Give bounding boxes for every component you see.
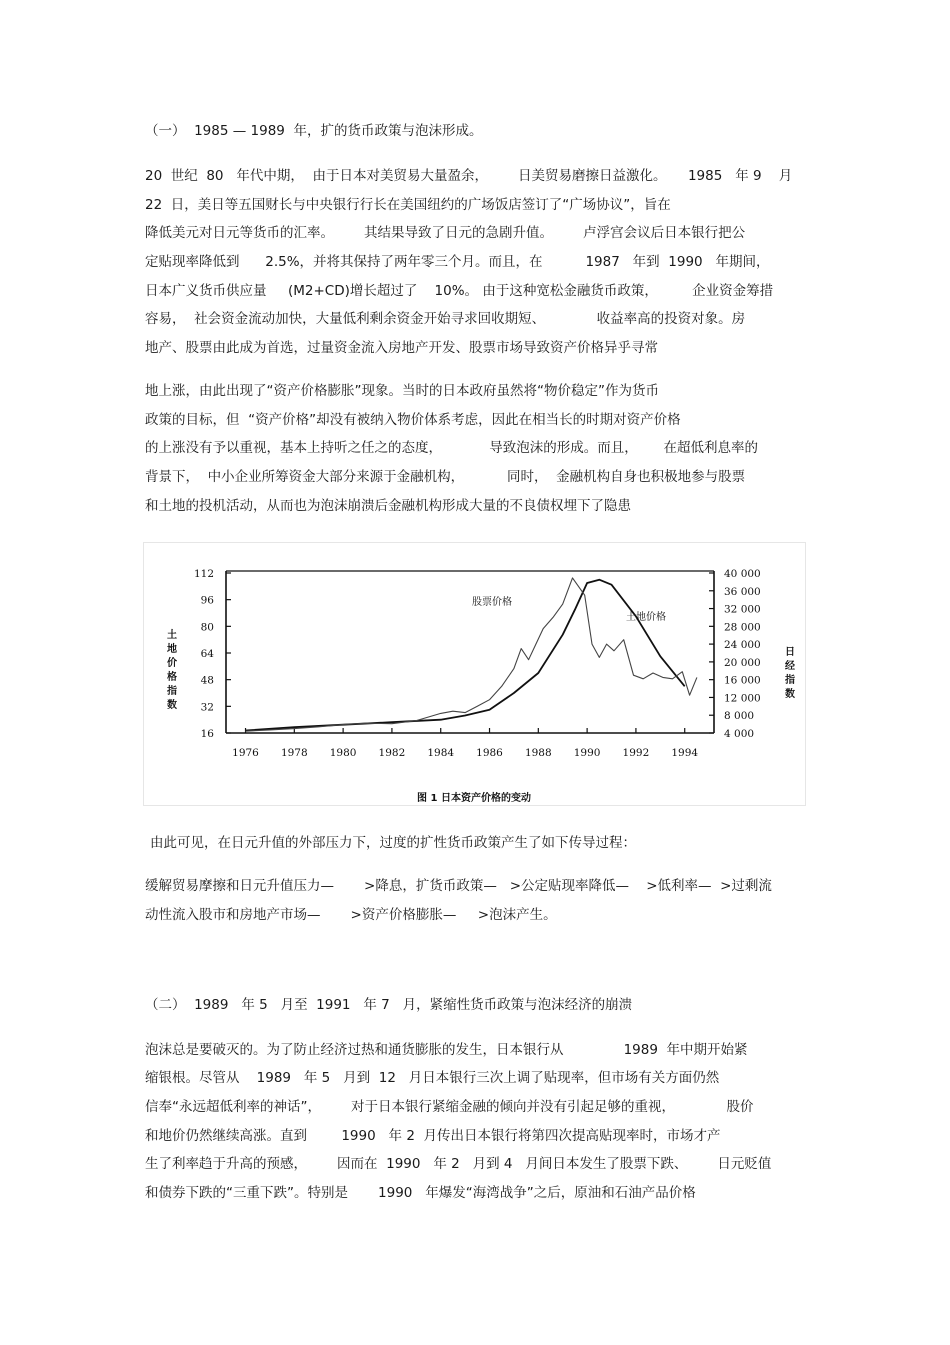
- x-tick-label: 1982: [378, 747, 406, 759]
- text-line: 降低美元对日元等货币的汇率。 其结果导致了日元的急剧升值。 卢浮宫会议后日本银行把公: [145, 225, 746, 241]
- section-1-heading: （一） 1985 — 1989 年，扩的货币政策与泡沫形成。: [145, 123, 483, 139]
- text-line: 地产、股票由此成为首选，过量资金流入房地产开发、股票市场导致资产价格异乎寻常: [145, 340, 658, 356]
- text-line: 缩银根。尽管从 1989 年 5 月到 12 月日本银行三次上调了贴现率，但市场有关方面仍然: [145, 1070, 720, 1086]
- text-line: 和地价仍然继续高涨。直到 1990 年 2 月传出日本银行将第四次提高贴现率时，市场才产: [145, 1128, 721, 1144]
- x-tick-label: 1976: [232, 747, 259, 759]
- series-label-land: 土地价格: [626, 612, 666, 623]
- text-line: 生了利率趋于升高的预感， 因而在 1990 年 2 月到 4 月间日本发生了股票下跌、 日元贬值: [145, 1156, 772, 1172]
- text-line: 动性流入股市和房地产市场— >资产价格膨胀— >泡沫产生。: [145, 907, 557, 923]
- x-tick-label: 1988: [524, 747, 552, 759]
- right-tick-label: 8 000: [724, 710, 755, 723]
- right-tick-label: 32 000: [724, 603, 761, 616]
- x-tick-label: 1992: [622, 747, 650, 759]
- text-line: 定贴现率降低到 2.5%，并将其保持了两年零三个月。而且，在 1987 年到 1990 年期间，: [145, 254, 770, 270]
- left-tick-label: 48: [200, 674, 214, 687]
- text-line: 和债券下跌的“三重下跌”。特别是 1990 年爆发“海湾战争”之后，原油和石油产品价格: [145, 1185, 696, 1201]
- right-axis-label: 日经指数: [785, 647, 795, 700]
- chart-svg: [144, 543, 805, 805]
- right-tick-label: 28 000: [724, 621, 761, 634]
- section-2-heading: （二） 1989 年 5 月至 1991 年 7 月，紧缩性货币政策与泡沫经济的崩溃: [145, 997, 633, 1013]
- left-tick-label: 96: [200, 594, 214, 607]
- left-tick-label: 112: [193, 568, 214, 580]
- text-line: 20 世纪 80 年代中期， 由于日本对美贸易大量盈余， 日美贸易磨擦日益激化。 1985 年 9 月: [145, 168, 793, 184]
- figure-caption: 图 1 日本资产价格的变动: [417, 793, 531, 804]
- asset-price-chart: [143, 542, 806, 806]
- right-tick-label: 4 000: [724, 728, 755, 740]
- right-tick-label: 20 000: [724, 656, 761, 669]
- x-tick-label: 1986: [476, 747, 503, 759]
- text-line: 22 日，美日等五国财长与中央银行行长在美国纽约的广场饭店签订了“广场协议”，旨在: [145, 197, 671, 213]
- left-tick-label: 80: [200, 621, 214, 634]
- text-line: 信奉“永远超低利率的神话”， 对于日本银行紧缩金融的倾向并没有引起足够的重视， 股价: [145, 1099, 754, 1115]
- text-line: 和土地的投机活动，从而也为泡沫崩溃后金融机构形成大量的不良债权埋下了隐患: [145, 498, 631, 514]
- x-tick-label: 1994: [671, 747, 699, 759]
- x-tick-label: 1990: [573, 747, 601, 759]
- x-tick-label: 1980: [329, 747, 357, 759]
- text-line: 缓解贸易摩擦和日元升值压力— >降息，扩货币政策— >公定贴现率降低— >低利率— >过剩流: [145, 878, 772, 894]
- x-tick-label: 1984: [427, 747, 455, 759]
- text-line: 政策的目标，但 “资产价格”却没有被纳入物价体系考虑，因此在相当长的时期对资产价格: [145, 412, 681, 428]
- text-line: 日本广义货币供应量 (M2+CD)增长超过了 10%。 由于这种宽松金融货币政策， 企业资金筹措: [145, 283, 774, 299]
- right-tick-label: 36 000: [724, 585, 761, 598]
- text-line: 容易， 社会资金流动加快，大量低利剩余资金开始寻求回收期短、 收益率高的投资对象。房: [145, 311, 746, 327]
- right-tick-label: 16 000: [724, 674, 761, 687]
- right-tick-label: 40 000: [724, 568, 761, 580]
- right-tick-label: 12 000: [724, 692, 761, 705]
- left-tick-label: 16: [200, 728, 214, 740]
- series-line-land-price: [246, 580, 685, 731]
- left-tick-label: 64: [200, 648, 214, 660]
- left-tick-label: 32: [200, 701, 214, 714]
- left-axis-label: 土地价格指数: [167, 630, 177, 711]
- series-label-stock: 股票价格: [472, 597, 512, 608]
- text-line: 的上涨没有予以重视，基本上持听之任之的态度， 导致泡沫的形成。而且， 在超低利息率的: [145, 440, 758, 456]
- text-line: 地上涨，由此出现了“资产价格膨胀”现象。当时的日本政府虽然将“物价稳定”作为货币: [145, 383, 659, 399]
- transmission-intro: 由此可见，在日元升值的外部压力下，过度的扩性货币政策产生了如下传导过程：: [150, 835, 636, 851]
- right-tick-label: 24 000: [724, 639, 761, 652]
- text-line: 泡沫总是要破灭的。为了防止经济过热和通货膨胀的发生，日本银行从 1989 年中期开始紧: [145, 1042, 748, 1058]
- x-tick-label: 1978: [280, 747, 308, 759]
- text-line: 背景下， 中小企业所筹资金大部分来源于金融机构， 同时， 金融机构自身也积极地参与股票: [145, 469, 746, 485]
